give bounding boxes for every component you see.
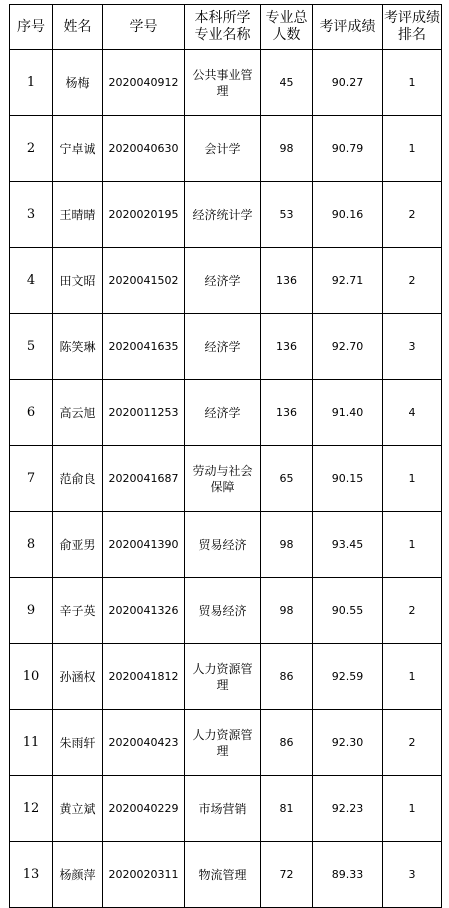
header-name: 姓名 bbox=[53, 5, 103, 50]
student-id-cell: 2020040630 bbox=[103, 116, 185, 182]
rank-cell: 1 bbox=[383, 446, 442, 512]
total-cell: 72 bbox=[261, 842, 313, 908]
header-total-line2: 人数 bbox=[272, 27, 301, 43]
total-cell: 98 bbox=[261, 116, 313, 182]
table-row bbox=[10, 644, 442, 710]
major-cell: 人力资源管理 bbox=[185, 710, 261, 776]
rank-cell: 1 bbox=[383, 50, 442, 116]
rank-cell: 2 bbox=[383, 248, 442, 314]
seq-cell: 6 bbox=[10, 380, 53, 446]
table-row bbox=[10, 842, 442, 908]
rank-cell: 3 bbox=[383, 842, 442, 908]
score-cell: 89.33 bbox=[313, 842, 383, 908]
seq-cell: 8 bbox=[10, 512, 53, 578]
seq-cell: 4 bbox=[10, 248, 53, 314]
major-cell: 经济统计学 bbox=[185, 182, 261, 248]
seq-cell: 5 bbox=[10, 314, 53, 380]
total-cell: 136 bbox=[261, 248, 313, 314]
student-id-cell: 2020020195 bbox=[103, 182, 185, 248]
table-row bbox=[10, 182, 442, 248]
header-student-id: 学号 bbox=[103, 5, 185, 50]
header-major bbox=[185, 5, 261, 50]
score-cell: 92.23 bbox=[313, 776, 383, 842]
name-cell: 田文昭 bbox=[53, 248, 103, 314]
major-cell: 劳动与社会保障 bbox=[185, 446, 261, 512]
major-cell: 经济学 bbox=[185, 248, 261, 314]
rank-cell: 1 bbox=[383, 644, 442, 710]
score-cell: 93.45 bbox=[313, 512, 383, 578]
total-cell: 98 bbox=[261, 512, 313, 578]
table-row bbox=[10, 446, 442, 512]
score-cell: 90.15 bbox=[313, 446, 383, 512]
seq-cell: 3 bbox=[10, 182, 53, 248]
header-score: 考评成绩 bbox=[313, 5, 383, 50]
name-cell: 王晴晴 bbox=[53, 182, 103, 248]
student-id-cell: 2020041502 bbox=[103, 248, 185, 314]
score-cell: 91.40 bbox=[313, 380, 383, 446]
rank-cell: 1 bbox=[383, 512, 442, 578]
rank-cell: 4 bbox=[383, 380, 442, 446]
student-id-cell: 2020041326 bbox=[103, 578, 185, 644]
score-cell: 92.59 bbox=[313, 644, 383, 710]
score-cell: 92.70 bbox=[313, 314, 383, 380]
rank-cell: 2 bbox=[383, 710, 442, 776]
header-rank-line1: 考评成绩 bbox=[384, 10, 440, 26]
header-total-line1: 专业总 bbox=[265, 10, 308, 26]
student-id-cell: 2020040423 bbox=[103, 710, 185, 776]
total-cell: 86 bbox=[261, 644, 313, 710]
total-cell: 136 bbox=[261, 314, 313, 380]
total-cell: 86 bbox=[261, 710, 313, 776]
table-row bbox=[10, 116, 442, 182]
student-id-cell: 2020041635 bbox=[103, 314, 185, 380]
name-cell: 孙涵权 bbox=[53, 644, 103, 710]
name-cell: 黄立斌 bbox=[53, 776, 103, 842]
header-rank bbox=[383, 5, 442, 50]
name-cell: 高云旭 bbox=[53, 380, 103, 446]
student-id-cell: 2020041812 bbox=[103, 644, 185, 710]
name-cell: 杨颜萍 bbox=[53, 842, 103, 908]
table-row bbox=[10, 710, 442, 776]
rank-cell: 1 bbox=[383, 116, 442, 182]
header-row bbox=[10, 5, 442, 50]
name-cell: 朱雨轩 bbox=[53, 710, 103, 776]
table-row bbox=[10, 512, 442, 578]
seq-cell: 7 bbox=[10, 446, 53, 512]
name-cell: 辛子英 bbox=[53, 578, 103, 644]
header-total bbox=[261, 5, 313, 50]
rank-cell: 2 bbox=[383, 182, 442, 248]
student-id-cell: 2020041687 bbox=[103, 446, 185, 512]
major-cell: 经济学 bbox=[185, 380, 261, 446]
total-cell: 45 bbox=[261, 50, 313, 116]
seq-cell: 10 bbox=[10, 644, 53, 710]
seq-cell: 1 bbox=[10, 50, 53, 116]
score-cell: 90.16 bbox=[313, 182, 383, 248]
table-row bbox=[10, 380, 442, 446]
table-row bbox=[10, 314, 442, 380]
student-id-cell: 2020011253 bbox=[103, 380, 185, 446]
table-row bbox=[10, 50, 442, 116]
student-id-cell: 2020041390 bbox=[103, 512, 185, 578]
header-major-line2: 专业名称 bbox=[194, 27, 251, 43]
header-seq: 序号 bbox=[10, 5, 53, 50]
total-cell: 53 bbox=[261, 182, 313, 248]
major-cell: 公共事业管理 bbox=[185, 50, 261, 116]
major-cell: 物流管理 bbox=[185, 842, 261, 908]
name-cell: 俞亚男 bbox=[53, 512, 103, 578]
major-cell: 贸易经济 bbox=[185, 578, 261, 644]
student-id-cell: 2020020311 bbox=[103, 842, 185, 908]
major-cell: 人力资源管理 bbox=[185, 644, 261, 710]
major-cell: 市场营销 bbox=[185, 776, 261, 842]
rank-cell: 1 bbox=[383, 776, 442, 842]
major-cell: 会计学 bbox=[185, 116, 261, 182]
seq-cell: 2 bbox=[10, 116, 53, 182]
name-cell: 范俞良 bbox=[53, 446, 103, 512]
score-cell: 90.27 bbox=[313, 50, 383, 116]
total-cell: 136 bbox=[261, 380, 313, 446]
major-cell: 贸易经济 bbox=[185, 512, 261, 578]
table-row bbox=[10, 248, 442, 314]
rank-cell: 3 bbox=[383, 314, 442, 380]
total-cell: 98 bbox=[261, 578, 313, 644]
major-cell: 经济学 bbox=[185, 314, 261, 380]
rank-cell: 2 bbox=[383, 578, 442, 644]
table-row bbox=[10, 578, 442, 644]
ranking-table bbox=[9, 4, 442, 908]
name-cell: 陈笑琳 bbox=[53, 314, 103, 380]
score-cell: 92.71 bbox=[313, 248, 383, 314]
total-cell: 81 bbox=[261, 776, 313, 842]
name-cell: 宁卓诚 bbox=[53, 116, 103, 182]
header-rank-line2: 排名 bbox=[398, 27, 426, 43]
seq-cell: 12 bbox=[10, 776, 53, 842]
score-cell: 92.30 bbox=[313, 710, 383, 776]
score-cell: 90.79 bbox=[313, 116, 383, 182]
seq-cell: 13 bbox=[10, 842, 53, 908]
score-cell: 90.55 bbox=[313, 578, 383, 644]
seq-cell: 11 bbox=[10, 710, 53, 776]
name-cell: 杨梅 bbox=[53, 50, 103, 116]
table-row bbox=[10, 776, 442, 842]
total-cell: 65 bbox=[261, 446, 313, 512]
student-id-cell: 2020040229 bbox=[103, 776, 185, 842]
header-major-line1: 本科所学 bbox=[194, 10, 251, 26]
seq-cell: 9 bbox=[10, 578, 53, 644]
student-id-cell: 2020040912 bbox=[103, 50, 185, 116]
